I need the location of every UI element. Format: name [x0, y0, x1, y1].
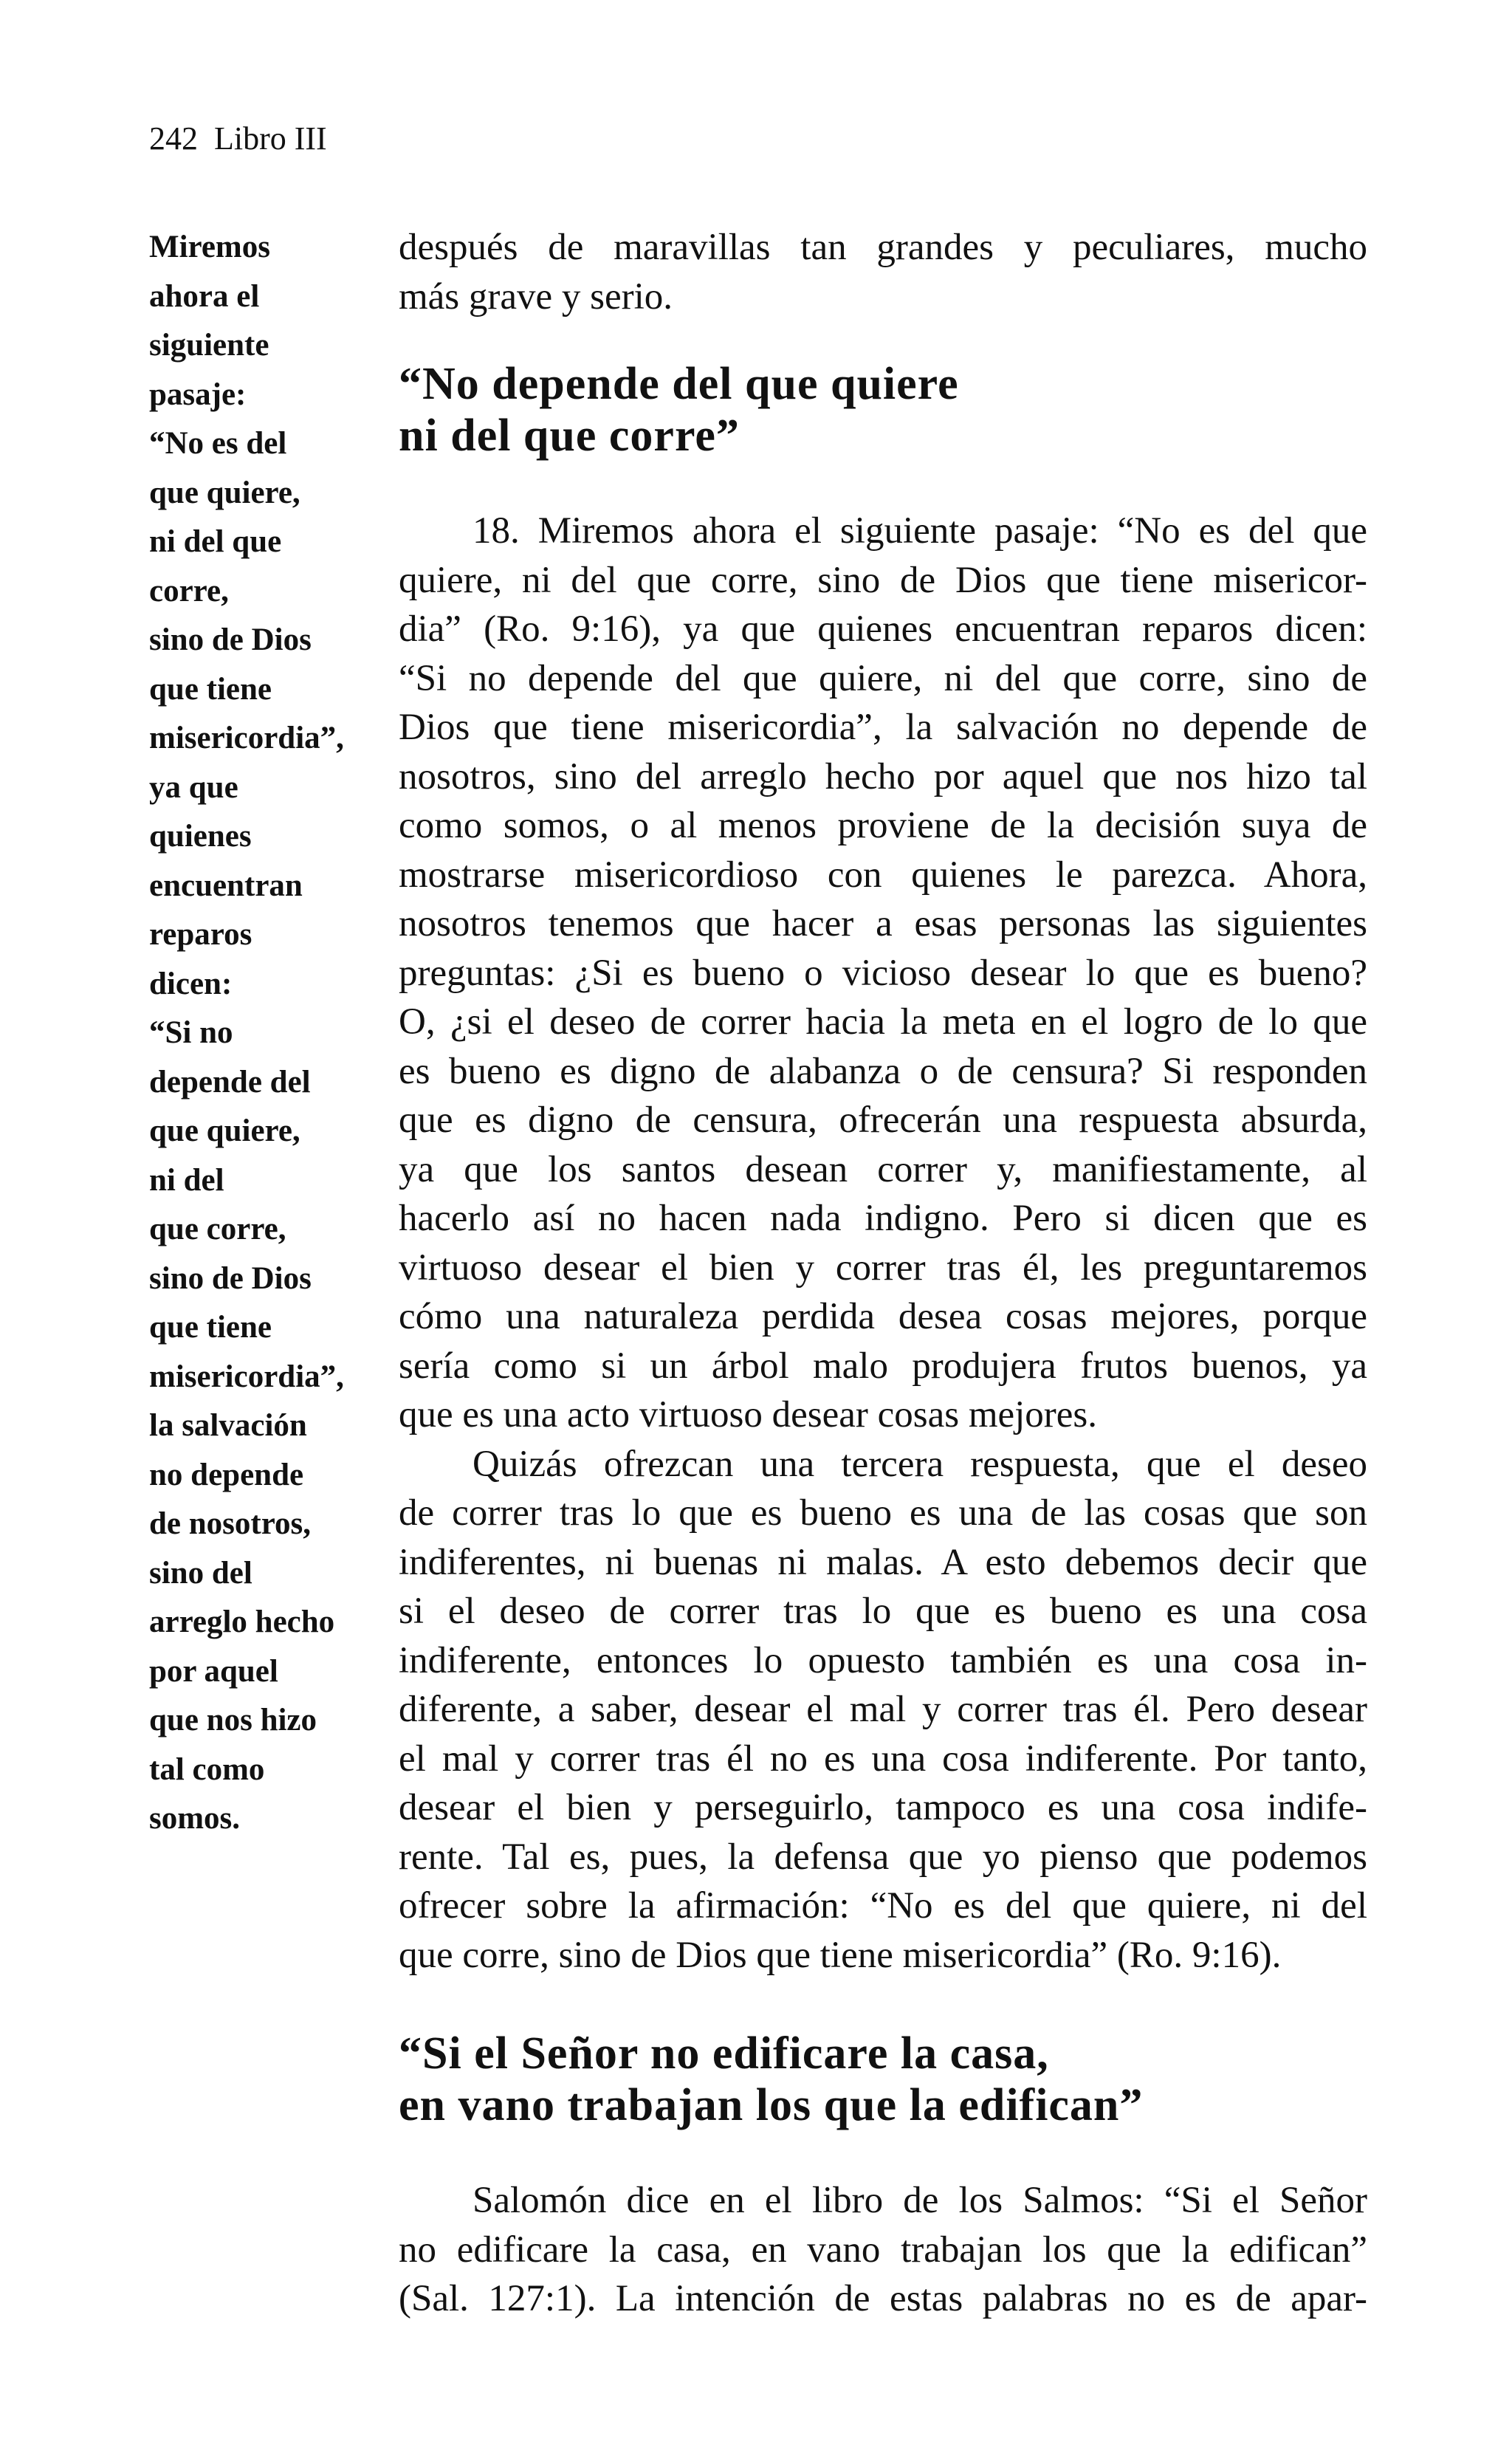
margin-note-line: misericordia”, [149, 1359, 344, 1394]
margin-note-line: que nos hizo [149, 1703, 317, 1737]
margin-note-line: ya que [149, 769, 238, 805]
text-line: que es digno de censura, ofrecerán una respuesta absurda, [399, 1099, 1367, 1141]
main-text [399, 223, 1367, 2324]
margin-note-line: de nosotros, [149, 1506, 312, 1541]
margin-note-line: corre, [149, 573, 229, 608]
intro-paragraph [399, 223, 1367, 321]
margin-note-line: que tiene [149, 1310, 272, 1345]
text-line: rente. Tal es, pues, la defensa que yo pienso que podemos [399, 1836, 1367, 1878]
margin-note-line: “Si no [149, 1015, 233, 1050]
text-line: 18. Miremos ahora el siguiente pasaje: “No es del que [472, 510, 1367, 552]
text-line: no edificare la casa, en vano trabajan los que la edifican” [399, 2229, 1367, 2271]
margin-note-line: “No es del [149, 426, 287, 461]
margin-note-line: la salvación [149, 1408, 307, 1443]
margin-note-line: tal como [149, 1752, 265, 1787]
section-heading [399, 2028, 1367, 2131]
margin-note-line: depende del [149, 1064, 311, 1099]
margin-note-line: pasaje: [149, 377, 247, 412]
section-heading [399, 358, 1367, 462]
text-line: de correr tras lo que es bueno es una de las cosas que son [399, 1492, 1367, 1534]
text-line: O, ¿si el deseo de correr hacia la meta en el logro de lo que [399, 1001, 1367, 1043]
text-line: ofrecer sobre la afirmación: “No es del que quiere, ni del [399, 1885, 1367, 1927]
text-line: que es una acto virtuoso desear cosas mejores. [399, 1394, 1098, 1435]
margin-note-line: que quiere, [149, 1114, 300, 1148]
text-line: desear el bien y perseguirlo, tampoco es una cosa indife- [399, 1787, 1367, 1828]
text-line: el mal y correr tras él no es una cosa indiferente. Por tanto, [399, 1737, 1367, 1780]
text-line: ya que los santos desean correr y, manifiestamente, al [399, 1148, 1367, 1190]
margin-note-line: quienes [149, 819, 252, 854]
page-number: 242 [149, 120, 198, 157]
text-line: Salomón dice en el libro de los Salmos: “Si el Señor [472, 2180, 1367, 2221]
paragraph [399, 1440, 1367, 1980]
margin-note-line: sino de Dios [149, 622, 312, 657]
margin-note-line: que quiere, [149, 475, 300, 510]
margin-note-line: Miremos [149, 230, 270, 264]
margin-note-line: ni del [149, 1162, 224, 1198]
text-line: que corre, sino de Dios que tiene misericordia” (Ro. 9:16). [399, 1934, 1282, 1976]
margin-note-line: ahora el [149, 278, 260, 314]
heading-line: en vano trabajan los que la edifican” [399, 2080, 1144, 2130]
margin-note-line: encuentran [149, 868, 303, 903]
text-line: quiere, ni del que corre, sino de Dios que tiene misericor- [399, 559, 1367, 601]
margin-note-line: sino de Dios [149, 1260, 312, 1296]
margin-note-line: que corre, [149, 1212, 286, 1246]
margin-note-line: reparos [149, 917, 252, 952]
margin-note-line: no depende [149, 1457, 304, 1492]
text-line: más grave y serio. [399, 275, 673, 318]
text-line: nosotros, sino del arreglo hecho por aquel que nos hizo tal [399, 755, 1367, 797]
text-line: mostrarse misericordioso con quienes le parezca. Ahora, [399, 854, 1367, 896]
margin-note-line: misericordia”, [149, 721, 344, 755]
heading-line: “Si el Señor no edificare la casa, [399, 2028, 1049, 2079]
text-line: Quizás ofrezcan una tercera respuesta, que el deseo [472, 1443, 1367, 1485]
margin-note-line: que tiene [149, 671, 272, 707]
text-line: hacerlo así no hacen nada indigno. Pero si dicen que es [399, 1198, 1367, 1239]
heading-line: “No depende del que quiere [399, 359, 959, 409]
text-line: es bueno es digno de alabanza o de censura? Si responden [399, 1050, 1367, 1092]
text-line: indiferentes, ni buenas ni malas. A esto debemos decir que [399, 1541, 1367, 1583]
margin-note-line: somos. [149, 1801, 241, 1836]
margin-note [149, 223, 378, 1844]
text-line: indiferente, entonces lo opuesto también es una cosa in- [399, 1639, 1367, 1681]
margin-note-line: ni del que [149, 524, 282, 559]
paragraph [399, 507, 1367, 1440]
margin-note-line: por aquel [149, 1653, 278, 1689]
margin-note-line: sino del [149, 1555, 252, 1591]
text-line: dia” (Ro. 9:16), ya que quienes encuentran reparos dicen: [399, 608, 1367, 650]
paragraph [399, 2176, 1367, 2324]
book-title: Libro III [214, 120, 327, 157]
text-line: preguntas: ¿Si es bueno o vicioso desear lo que es bueno? [399, 952, 1367, 994]
text-line: si el deseo de correr tras lo que es bueno es una cosa [399, 1591, 1367, 1632]
text-line: después de maravillas tan grandes y peculiares, mucho [399, 227, 1367, 268]
text-line: Dios que tiene misericordia”, la salvación no depende de [399, 707, 1367, 748]
margin-note-line: arreglo hecho [149, 1605, 335, 1639]
text-line: cómo una naturaleza perdida desea cosas mejores, porque [399, 1296, 1367, 1337]
running-header [149, 117, 327, 161]
text-line: nosotros tenemos que hacer a esas personas las siguientes [399, 903, 1367, 944]
text-line: “Si no depende del que quiere, ni del que corre, sino de [399, 657, 1367, 699]
text-line: como somos, o al menos proviene de la decisión suya de [399, 805, 1367, 846]
margin-note-line: dicen: [149, 966, 233, 1001]
text-line: sería como si un árbol malo produjera frutos buenos, ya [399, 1345, 1367, 1387]
heading-line: ni del que corre” [399, 411, 740, 461]
margin-note-line: siguiente [149, 328, 269, 363]
text-line: diferente, a saber, desear el mal y correr tras él. Pero desear [399, 1689, 1367, 1730]
text-line: virtuoso desear el bien y correr tras él, les preguntaremos [399, 1246, 1367, 1289]
text-line: (Sal. 127:1). La intención de estas palabras no es de apar- [399, 2278, 1367, 2319]
